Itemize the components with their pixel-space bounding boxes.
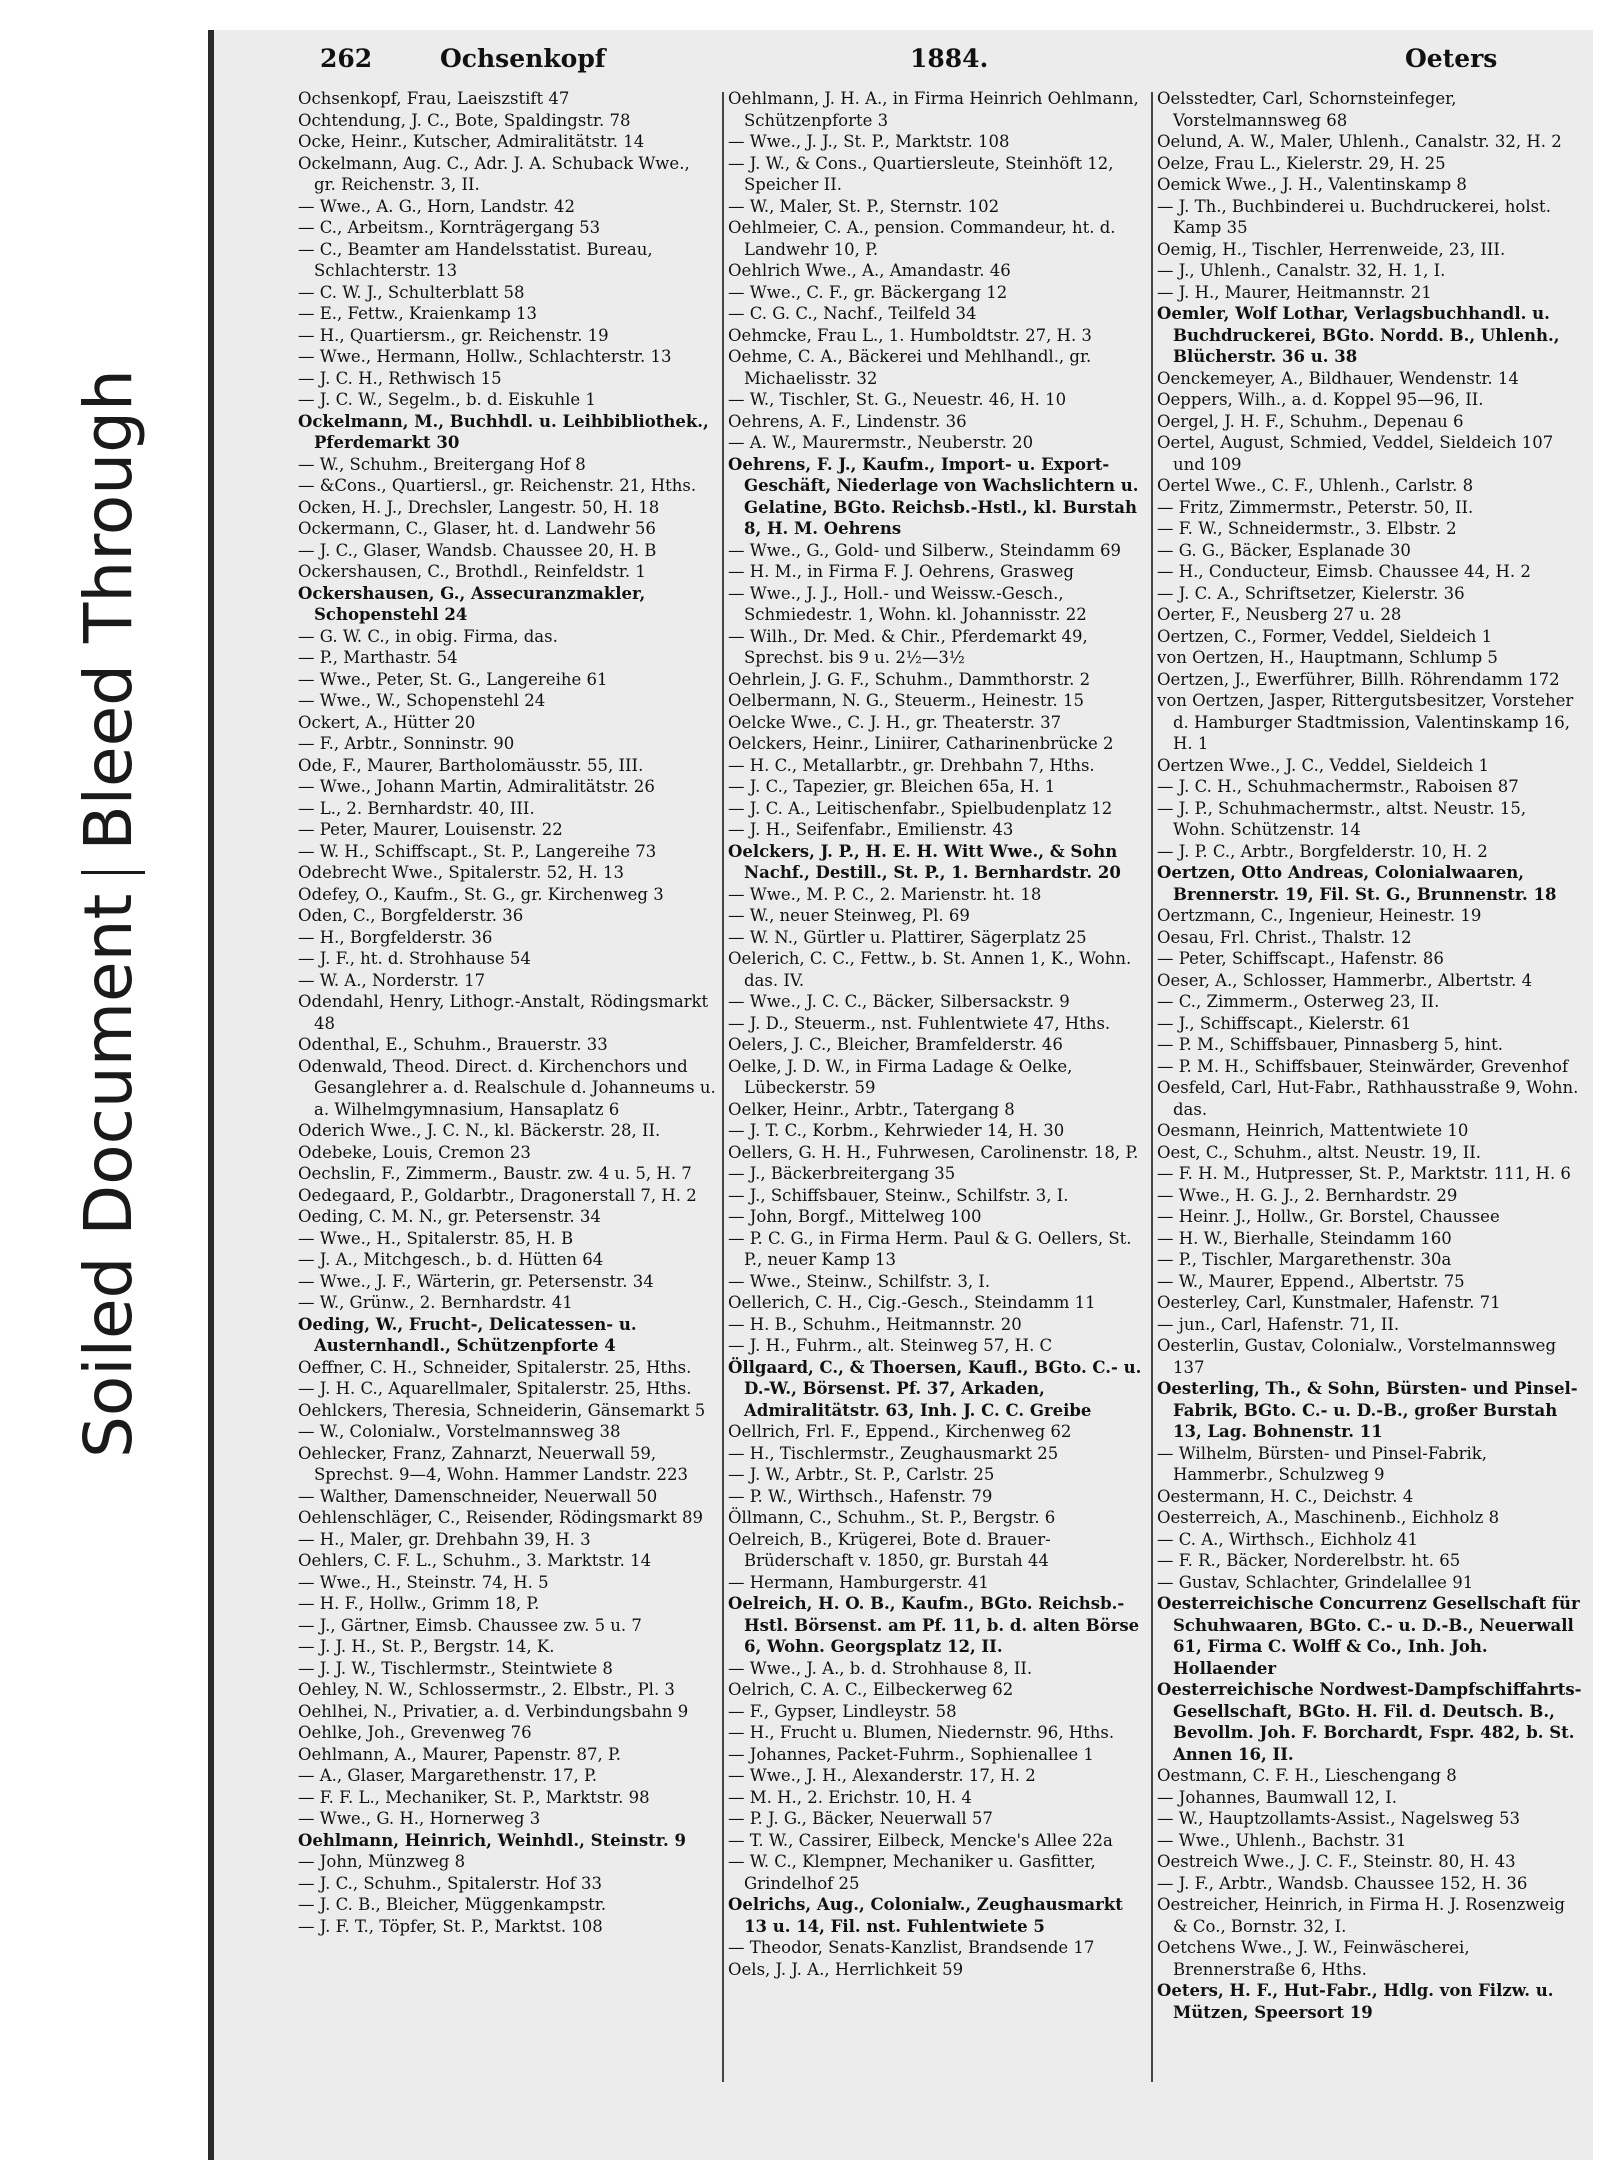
- page-number: 262: [320, 44, 373, 73]
- directory-entry: — Wwe., Steinw., Schilfstr. 3, I.: [728, 1271, 991, 1291]
- directory-entry: Oerter, F., Neusberg 27 u. 28: [1157, 605, 1402, 624]
- directory-entry: — Theodor, Senats-Kanzlist, Brandsende 17: [728, 1938, 1095, 1957]
- directory-entry: — W., Hauptzollamts-Assist., Nagelsweg 53: [1157, 1809, 1520, 1828]
- directory-entry: Oetchens Wwe., J. W., Feinwäscherei, Brennerstraße 6, Hths.: [1157, 1938, 1470, 1979]
- directory-entry: — J. T. C., Korbm., Kehrwieder 14, H. 30: [728, 1121, 1065, 1140]
- directory-entry: Oehrens, A. F., Lindenstr. 36: [728, 411, 967, 431]
- directory-entry: — Wwe., J. J., St. P., Marktstr. 108: [728, 132, 1010, 151]
- directory-entry: Öllgaard, C., & Thoersen, Kaufl., BGto. C.- u. D.-W., Börsenst. Pf. 37, Arkaden, Admiralitätstr. 63, Inh. J. C. C. Greibe: [728, 1357, 1142, 1420]
- directory-entry: — Wwe., Johann Martin, Admiralitätstr. 26: [298, 777, 655, 796]
- directory-entry: Oestreicher, Heinrich, in Firma H. J. Rosenzweig & Co., Bornstr. 32, I.: [1157, 1895, 1565, 1936]
- directory-entry: Oertzen Wwe., J. C., Veddel, Sieldeich 1: [1157, 755, 1489, 775]
- directory-entry: — F., Arbtr., Sonninstr. 90: [298, 734, 515, 753]
- directory-entry: Oesterreichische Concurrenz Gesellschaft für Schuhwaaren, BGto. C.- u. D.-B., Neuerwall 61, Firma C. Wolff & Co., Inh. Joh. Hollaender: [1157, 1594, 1580, 1678]
- directory-entry: Oehlmeier, C. A., pension. Commandeur, ht. d. Landwehr 10, P.: [728, 218, 1116, 259]
- directory-entry: — J., Gärtner, Eimsb. Chaussee zw. 5 u. 7: [298, 1615, 642, 1635]
- directory-entry: — H., Conducteur, Eimsb. Chaussee 44, H. 2: [1157, 562, 1531, 581]
- directory-entry: — J. C. H., Schuhmachermstr., Raboisen 87: [1157, 777, 1519, 796]
- directory-entry: — H., Frucht u. Blumen, Niedernstr. 96, Hths.: [728, 1723, 1115, 1742]
- directory-entry: — J., Uhlenh., Canalstr. 32, H. 1, I.: [1157, 261, 1446, 280]
- directory-entry: Oertel, August, Schmied, Veddel, Sieldeich 107 und 109: [1157, 433, 1554, 474]
- directory-entry: Ockelmann, Aug. C., Adr. J. A. Schuback Wwe., gr. Reichenstr. 3, II.: [298, 153, 690, 194]
- directory-entry: — P. M. H., Schiffsbauer, Steinwärder, Grevenhof: [1157, 1056, 1569, 1076]
- directory-entry: Ockelmann, M., Buchhdl. u. Leihbibliothek., Pferdemarkt 30: [298, 411, 709, 452]
- soiled-document-label: Soiled Document: [70, 893, 147, 1458]
- directory-entry: — jun., Carl, Hafenstr. 71, II.: [1157, 1314, 1400, 1334]
- directory-entry: — W., Maurer, Eppend., Albertstr. 75: [1157, 1271, 1465, 1291]
- directory-entry: — Wwe., H., Spitalerstr. 85, H. B: [298, 1228, 574, 1248]
- directory-entry: Oehrens, F. J., Kaufm., Import- u. Export-Geschäft, Niederlage von Wachslichtern u. Gelatine, BGto. Reichsb.-Hstl., kl. Burstah 8, H. M. Oehrens: [728, 454, 1139, 538]
- directory-entry: Ochtendung, J. C., Bote, Spaldingstr. 78: [298, 110, 631, 130]
- directory-entry: Oehlmann, A., Maurer, Papenstr. 87, P.: [298, 1744, 621, 1764]
- directory-entry: — J. C., Glaser, Wandsb. Chaussee 20, H. B: [298, 540, 657, 560]
- directory-entry: Oeppers, Wilh., a. d. Koppel 95—96, II.: [1157, 390, 1484, 409]
- directory-entry: Oehlckers, Theresia, Schneiderin, Gänsemarkt 5: [298, 1400, 706, 1420]
- directory-entry: — W., Grünw., 2. Bernhardstr. 41: [298, 1293, 573, 1312]
- directory-entry: Ocke, Heinr., Kutscher, Admiralitätstr. 14: [298, 132, 645, 151]
- directory-entry: — J. H. C., Aquarellmaler, Spitalerstr. 25, Hths.: [298, 1379, 692, 1398]
- directory-entry: — Wilh., Dr. Med. & Chir., Pferdemarkt 49, Sprechst. bis 9 u. 2½—3½: [728, 626, 1088, 667]
- directory-entry: — J. W., Arbtr., St. P., Carlstr. 25: [728, 1465, 995, 1484]
- directory-entry: Oechslin, F., Zimmerm., Baustr. zw. 4 u. 5, H. 7: [298, 1164, 692, 1183]
- directory-entry: — Wwe., Peter, St. G., Langereihe 61: [298, 669, 608, 689]
- directory-entry: Oelerich, C. C., Fettw., b. St. Annen 1, K., Wohn. das. IV.: [728, 949, 1132, 990]
- directory-entry: — H., Maler, gr. Drehbahn 39, H. 3: [298, 1529, 591, 1549]
- directory-entry: — C., Beamter am Handelsstatist. Bureau, Schlachterstr. 13: [298, 239, 653, 280]
- directory-entry: — J. C. H., Rethwisch 15: [298, 368, 502, 388]
- directory-entry: Odendahl, Henry, Lithogr.-Anstalt, Rödingsmarkt 48: [298, 992, 709, 1033]
- directory-entry: Oelreich, H. O. B., Kaufm., BGto. Reichsb.-Hstl. Börsenst. am Pf. 11, b. d. alten Börse 6, Wohn. Georgsplatz 12, II.: [728, 1594, 1140, 1656]
- directory-entry: Ockert, A., Hütter 20: [298, 712, 476, 732]
- directory-entry: Oderich Wwe., J. C. N., kl. Bäckerstr. 28, II.: [298, 1121, 661, 1140]
- directory-entry: — A., Glaser, Margarethenstr. 17, P.: [298, 1766, 597, 1785]
- directory-entry: Oergel, J. H. F., Schuhm., Depenau 6: [1157, 411, 1464, 431]
- directory-entry: — Hermann, Hamburgerstr. 41: [728, 1572, 989, 1592]
- directory-entry: Ockermann, C., Glaser, ht. d. Landwehr 56: [298, 519, 656, 538]
- directory-entry: von Oertzen, H., Hauptmann, Schlump 5: [1157, 648, 1498, 667]
- directory-entry: — J. C., Schuhm., Spitalerstr. Hof 33: [298, 1873, 603, 1893]
- directory-entry: — G. W. C., in obig. Firma, das.: [298, 626, 558, 646]
- directory-entry: Oehlenschläger, C., Reisender, Rödingsmarkt 89: [298, 1508, 704, 1527]
- condition-label: [70, 369, 147, 1458]
- directory-column-3: [1157, 88, 1582, 2088]
- directory-entry: Oehlecker, Franz, Zahnarzt, Neuerwall 59, Sprechst. 9—4, Wohn. Hammer Landstr. 223: [298, 1443, 689, 1484]
- directory-entry: Oehlrich Wwe., A., Amandastr. 46: [728, 261, 1011, 280]
- directory-entry: — H. B., Schuhm., Heitmannstr. 20: [728, 1314, 1022, 1334]
- directory-entry: Oemler, Wolf Lothar, Verlagsbuchhandl. u. Buchdruckerei, BGto. Nordd. B., Uhlenh., Blücherstr. 36 u. 38: [1157, 304, 1560, 366]
- directory-entry: Oelrichs, Aug., Colonialw., Zeughausmarkt 13 u. 14, Fil. nst. Fuhlentwiete 5: [728, 1895, 1123, 1936]
- directory-entry: — Johannes, Baumwall 12, I.: [1157, 1787, 1397, 1807]
- directory-entry: — J. F., Arbtr., Wandsb. Chaussee 152, H. 36: [1157, 1873, 1528, 1893]
- directory-entry: — Wwe., C. F., gr. Bäckergang 12: [728, 282, 1008, 302]
- header-year: 1884.: [910, 44, 989, 73]
- directory-entry: — Johannes, Packet-Fuhrm., Sophienallee 1: [728, 1744, 1094, 1764]
- directory-entry: — Wwe., J. C. C., Bäcker, Silbersackstr. 9: [728, 992, 1070, 1011]
- directory-entry: — T. W., Cassirer, Eilbeck, Mencke's Allee 22a: [728, 1830, 1113, 1850]
- directory-entry: — J. H., Maurer, Heitmannstr. 21: [1157, 282, 1432, 302]
- directory-entry: Oestermann, H. C., Deichstr. 4: [1157, 1486, 1414, 1506]
- directory-entry: — J., Bäckerbreitergang 35: [728, 1164, 956, 1183]
- directory-entry: — Wwe., W., Schopenstehl 24: [298, 691, 546, 710]
- directory-entry: — Wwe., G., Gold- und Silberw., Steindamm 69: [728, 540, 1121, 560]
- directory-entry: Oenckemeyer, A., Bildhauer, Wendenstr. 14: [1157, 368, 1519, 388]
- directory-entry: — W., Maler, St. P., Sternstr. 102: [728, 196, 1000, 216]
- directory-entry: — Wwe., J. A., b. d. Strohhause 8, II.: [728, 1658, 1033, 1678]
- directory-entry: Oehlmann, J. H. A., in Firma Heinrich Oehlmann, Schützenpforte 3: [728, 89, 1139, 130]
- directory-entry: Oertzmann, C., Ingenieur, Heinestr. 19: [1157, 906, 1482, 925]
- directory-entry: Oeser, A., Schlosser, Hammerbr., Albertstr. 4: [1157, 970, 1533, 990]
- directory-entry: Oedegaard, P., Goldarbtr., Dragonerstall 7, H. 2: [298, 1185, 697, 1205]
- directory-entry: Oellers, G. H. H., Fuhrwesen, Carolinenstr. 18, P.: [728, 1142, 1139, 1162]
- directory-entry: Oelke, J. D. W., in Firma Ladage & Oelke, Lübeckerstr. 59: [728, 1056, 1073, 1097]
- directory-entry: Oehlhei, N., Privatier, a. d. Verbindungsbahn 9: [298, 1701, 689, 1721]
- directory-entry: Oels, J. J. A., Herrlichkeit 59: [728, 1959, 964, 1979]
- directory-entry: Oesmann, Heinrich, Mattentwiete 10: [1157, 1121, 1469, 1140]
- directory-entry: — H. M., in Firma F. J. Oehrens, Grasweg: [728, 562, 1074, 581]
- directory-entry: Oest, C., Schuhm., altst. Neustr. 19, II.: [1157, 1142, 1482, 1162]
- directory-entry: — P., Marthastr. 54: [298, 648, 458, 667]
- directory-entry: — Wwe., A. G., Horn, Landstr. 42: [298, 196, 576, 216]
- directory-entry: — H., Tischlermstr., Zeughausmarkt 25: [728, 1443, 1059, 1463]
- directory-entry: Oelund, A. W., Maler, Uhlenh., Canalstr. 32, H. 2: [1157, 132, 1562, 151]
- directory-entry: — A. W., Maurermstr., Neuberstr. 20: [728, 433, 1034, 452]
- directory-entry: Oeffner, C. H., Schneider, Spitalerstr. 25, Hths.: [298, 1357, 692, 1377]
- directory-entry: Oemick Wwe., J. H., Valentinskamp 8: [1157, 175, 1467, 194]
- directory-entry: Oesterley, Carl, Kunstmaler, Hafenstr. 71: [1157, 1293, 1501, 1312]
- directory-entry: — Wilhelm, Bürsten- und Pinsel-Fabrik, Hammerbr., Schulzweg 9: [1157, 1443, 1488, 1484]
- directory-entry: — J. F., ht. d. Strohhause 54: [298, 949, 531, 968]
- directory-entry: — J. J. H., St. P., Bergstr. 14, K.: [298, 1637, 555, 1656]
- directory-entry: — H., Borgfelderstr. 36: [298, 927, 493, 947]
- directory-entry: — M. H., 2. Erichstr. 10, H. 4: [728, 1787, 972, 1807]
- directory-entry: — J. A., Mitchgesch., b. d. Hütten 64: [298, 1250, 604, 1269]
- directory-entry: — F., Gypser, Lindleystr. 58: [728, 1701, 957, 1721]
- directory-entry: — Walther, Damenschneider, Neuerwall 50: [298, 1486, 658, 1506]
- directory-entry: — C., Arbeitsm., Kornträgergang 53: [298, 218, 601, 237]
- directory-entry: — Wwe., H., Steinstr. 74, H. 5: [298, 1572, 549, 1592]
- directory-entry: — P., Tischler, Margarethenstr. 30a: [1157, 1250, 1452, 1269]
- directory-entry: Ocken, H. J., Drechsler, Langestr. 50, H. 18: [298, 497, 660, 517]
- directory-entry: Ode, F., Maurer, Bartholomäusstr. 55, III.: [298, 755, 644, 775]
- directory-entry: — J. Th., Buchbinderei u. Buchdruckerei, holst. Kamp 35: [1157, 196, 1551, 237]
- directory-entry: Ochsenkopf, Frau, Laeiszstift 47: [298, 89, 570, 108]
- directory-entry: — Wwe., Uhlenh., Bachstr. 31: [1157, 1830, 1407, 1850]
- directory-entry: Oertzen, Otto Andreas, Colonialwaaren, Brennerstr. 19, Fil. St. G., Brunnenstr. 18: [1157, 863, 1557, 904]
- directory-entry: — J. J. W., Tischlermstr., Steintwiete 8: [298, 1658, 613, 1678]
- directory-entry: Oden, C., Borgfelderstr. 36: [298, 906, 524, 925]
- header-right-word: Oeters: [1405, 44, 1498, 73]
- directory-entry: — L., 2. Bernhardstr. 40, III.: [298, 798, 535, 818]
- directory-entry: Odenthal, E., Schuhm., Brauerstr. 33: [298, 1035, 608, 1054]
- directory-entry: — P. J. G., Bäcker, Neuerwall 57: [728, 1809, 993, 1828]
- directory-entry: — P. W., Wirthsch., Hafenstr. 79: [728, 1486, 993, 1506]
- directory-entry: Oehlke, Joh., Grevenweg 76: [298, 1723, 532, 1742]
- directory-entry: Oertzen, J., Ewerführer, Billh. Röhrendamm 172: [1157, 669, 1560, 689]
- directory-entry: — J. P. C., Arbtr., Borgfelderstr. 10, H. 2: [1157, 841, 1488, 861]
- page-header: [220, 44, 1580, 84]
- directory-entry: — H. W., Bierhalle, Steindamm 160: [1157, 1228, 1452, 1248]
- directory-entry: — &Cons., Quartiersl., gr. Reichenstr. 21, Hths.: [298, 476, 697, 495]
- directory-entry: Oelckers, J. P., H. E. H. Witt Wwe., & Sohn Nachf., Destill., St. P., 1. Bernhardstr. 20: [728, 841, 1121, 882]
- column-rule: [722, 92, 724, 2082]
- directory-entry: — W. A., Norderstr. 17: [298, 970, 486, 990]
- directory-entry: — J. F. T., Töpfer, St. P., Marktst. 108: [298, 1916, 603, 1936]
- directory-entry: — J. H., Seifenfabr., Emilienstr. 43: [728, 820, 1014, 839]
- directory-entry: Oehme, C. A., Bäckerei und Mehlhandl., gr. Michaelisstr. 32: [728, 347, 1092, 388]
- directory-entry: — Peter, Maurer, Louisenstr. 22: [298, 820, 563, 839]
- directory-entry: Oeding, C. M. N., gr. Petersenstr. 34: [298, 1207, 601, 1226]
- directory-entry: Oehlmann, Heinrich, Weinhdl., Steinstr. 9: [298, 1830, 686, 1850]
- directory-entry: — Fritz, Zimmermstr., Peterstr. 50, II.: [1157, 497, 1474, 517]
- directory-entry: Oertel Wwe., C. F., Uhlenh., Carlstr. 8: [1157, 476, 1474, 495]
- directory-entry: — Wwe., G. H., Hornerweg 3: [298, 1809, 541, 1828]
- directory-entry: Oesfeld, Carl, Hut-Fabr., Rathhausstraße 9, Wohn. das.: [1157, 1078, 1579, 1119]
- directory-entry: — C. G. C., Nachf., Teilfeld 34: [728, 304, 977, 323]
- directory-entry: — F. W., Schneidermstr., 3. Elbstr. 2: [1157, 519, 1457, 538]
- directory-entry: Oellerich, C. H., Cig.-Gesch., Steindamm 11: [728, 1293, 1096, 1312]
- directory-entry: — J., Schiffsbauer, Steinw., Schilfstr. 3, I.: [728, 1185, 1069, 1205]
- directory-entry: Oelrich, C. A. C., Eilbeckerweg 62: [728, 1680, 1014, 1699]
- directory-entry: — F. H. M., Hutpresser, St. P., Marktstr. 111, H. 6: [1157, 1164, 1571, 1183]
- directory-entry: Oelze, Frau L., Kielerstr. 29, H. 25: [1157, 153, 1446, 173]
- directory-entry: Odebeke, Louis, Cremon 23: [298, 1142, 531, 1162]
- directory-entry: — Wwe., Hermann, Hollw., Schlachterstr. 13: [298, 347, 672, 366]
- directory-column-2: [728, 88, 1146, 2088]
- directory-entry: Oesterreich, A., Maschinenb., Eichholz 8: [1157, 1508, 1500, 1527]
- directory-entry: Oelers, J. C., Bleicher, Bramfelderstr. 46: [728, 1035, 1063, 1054]
- directory-entry: — C. A., Wirthsch., Eichholz 41: [1157, 1529, 1419, 1549]
- directory-entry: — H. F., Hollw., Grimm 18, P.: [298, 1594, 540, 1613]
- directory-entry: Oeding, W., Frucht-, Delicatessen- u. Austernhandl., Schützenpforte 4: [298, 1314, 637, 1355]
- directory-entry: — Wwe., J. F., Wärterin, gr. Petersenstr. 34: [298, 1271, 654, 1291]
- directory-entry: Oeters, H. F., Hut-Fabr., Hdlg. von Filzw. u. Mützen, Speersort 19: [1157, 1981, 1554, 2022]
- header-left-word: Ochsenkopf: [440, 44, 606, 73]
- directory-entry: — G. G., Bäcker, Esplanade 30: [1157, 540, 1411, 560]
- directory-entry: — F. R., Bäcker, Norderelbstr. ht. 65: [1157, 1551, 1461, 1570]
- directory-entry: von Oertzen, Jasper, Rittergutsbesitzer, Vorsteher d. Hamburger Stadtmission, Valentinskamp 16, H. 1: [1157, 691, 1574, 753]
- directory-entry: Oestmann, C. F. H., Lieschengang 8: [1157, 1766, 1457, 1785]
- directory-entry: — H. C., Metallarbtr., gr. Drehbahn 7, Hths.: [728, 755, 1095, 775]
- directory-entry: Oelckers, Heinr., Liniirer, Catharinenbrücke 2: [728, 734, 1114, 753]
- directory-entry: — J., Schiffscapt., Kielerstr. 61: [1157, 1013, 1412, 1033]
- directory-entry: — C., Zimmerm., Osterweg 23, II.: [1157, 992, 1440, 1011]
- directory-entry: Oelbermann, N. G., Steuerm., Heinestr. 15: [728, 691, 1085, 710]
- directory-entry: — E., Fettw., Kraienkamp 13: [298, 304, 538, 323]
- directory-entry: — W., Colonialw., Vorstelmannsweg 38: [298, 1422, 621, 1441]
- directory-entry: — J. H., Fuhrm., alt. Steinweg 57, H. C: [728, 1336, 1053, 1355]
- directory-entry: Oemig, H., Tischler, Herrenweide, 23, III.: [1157, 239, 1506, 259]
- directory-entry: Oelsstedter, Carl, Schornsteinfeger, Vorstelmannsweg 68: [1157, 89, 1457, 130]
- sidebar-strip: [0, 0, 200, 2177]
- label-separator: [81, 871, 145, 874]
- directory-entry: Ockershausen, G., Assecuranzmakler, Schopenstehl 24: [298, 583, 646, 624]
- directory-entry: — W. H., Schiffscapt., St. P., Langereihe 73: [298, 841, 657, 861]
- directory-entry: — W., Tischler, St. G., Neuestr. 46, H. 10: [728, 390, 1067, 409]
- directory-entry: — J. C. A., Leitischenfabr., Spielbudenplatz 12: [728, 798, 1113, 818]
- directory-entry: Odenwald, Theod. Direct. d. Kirchenchors und Gesanglehrer a. d. Realschule d. Johanneums u. a. Wilhelmgymnasium, Hansaplatz 6: [298, 1056, 716, 1119]
- directory-entry: Oesterling, Th., & Sohn, Bürsten- und Pinsel-Fabrik, BGto. C.- u. D.-B., großer Burstah 13, Lag. Bohnenstr. 11: [1157, 1379, 1578, 1441]
- directory-column-1: [298, 88, 716, 2088]
- directory-entry: Oehmcke, Frau L., 1. Humboldtstr. 27, H. 3: [728, 325, 1092, 345]
- directory-entry: Oesterlin, Gustav, Colonialw., Vorstelmannsweg 137: [1157, 1336, 1557, 1377]
- directory-entry: Oelcke Wwe., C. J. H., gr. Theaterstr. 37: [728, 712, 1062, 732]
- directory-entry: — J. C. W., Segelm., b. d. Eiskuhle 1: [298, 390, 596, 409]
- directory-entry: Oehrlein, J. G. F., Schuhm., Dammthorstr. 2: [728, 669, 1091, 689]
- directory-entry: — J. P., Schuhmachermstr., altst. Neustr. 15, Wohn. Schützenstr. 14: [1157, 798, 1527, 839]
- directory-entry: — W., neuer Steinweg, Pl. 69: [728, 906, 970, 925]
- directory-entry: — W. C., Klempner, Mechaniker u. Gasfitter, Grindelhof 25: [728, 1852, 1096, 1893]
- directory-entry: Oelker, Heinr., Arbtr., Tatergang 8: [728, 1099, 1015, 1119]
- directory-entry: — P. M., Schiffsbauer, Pinnasberg 5, hint.: [1157, 1035, 1503, 1054]
- directory-entry: Oellrich, Frl. F., Eppend., Kirchenweg 62: [728, 1422, 1072, 1441]
- directory-entry: — Wwe., J. J., Holl.- und Weissw.-Gesch., Schmiedestr. 1, Wohn. kl. Johannisstr. 22: [728, 583, 1087, 624]
- directory-entry: Oesau, Frl. Christ., Thalstr. 12: [1157, 927, 1412, 947]
- directory-entry: — J. C. B., Bleicher, Müggenkampstr.: [298, 1895, 607, 1914]
- directory-entry: — Gustav, Schlachter, Grindelallee 91: [1157, 1572, 1474, 1592]
- directory-entry: Oelreich, B., Krügerei, Bote d. Brauer-Brüderschaft v. 1850, gr. Burstah 44: [728, 1529, 1051, 1570]
- directory-entry: — Peter, Schiffscapt., Hafenstr. 86: [1157, 949, 1444, 968]
- directory-entry: Oestreich Wwe., J. C. F., Steinstr. 80, H. 43: [1157, 1852, 1516, 1871]
- directory-entry: — W., Schuhm., Breitergang Hof 8: [298, 454, 586, 474]
- directory-entry: — J. W., & Cons., Quartiersleute, Steinhöft 12, Speicher II.: [728, 153, 1114, 194]
- directory-entry: — Heinr. J., Hollw., Gr. Borstel, Chaussee: [1157, 1207, 1500, 1226]
- directory-entry: Öllmann, C., Schuhm., St. P., Bergstr. 6: [728, 1508, 1056, 1527]
- directory-entry: Oehlers, C. F. L., Schuhm., 3. Marktstr. 14: [298, 1551, 652, 1570]
- directory-entry: — P. C. G., in Firma Herm. Paul & G. Oellers, St. P., neuer Kamp 13: [728, 1228, 1132, 1269]
- directory-entry: — C. W. J., Schulterblatt 58: [298, 282, 525, 302]
- directory-entry: — John, Borgf., Mittelweg 100: [728, 1207, 982, 1226]
- directory-entry: — F. F. L., Mechaniker, St. P., Marktstr. 98: [298, 1787, 650, 1807]
- directory-entry: — J. D., Steuerm., nst. Fuhlentwiete 47, Hths.: [728, 1013, 1111, 1033]
- directory-entry: — John, Münzweg 8: [298, 1852, 466, 1871]
- directory-entry: Oertzen, C., Former, Veddel, Sieldeich 1: [1157, 626, 1493, 646]
- directory-entry: — Wwe., H. G. J., 2. Bernhardstr. 29: [1157, 1185, 1458, 1205]
- bleed-through-label: Bleed Through: [70, 369, 147, 851]
- directory-entry: Oehley, N. W., Schlossermstr., 2. Elbstr., Pl. 3: [298, 1680, 675, 1699]
- directory-entry: — Wwe., J. H., Alexanderstr. 17, H. 2: [728, 1766, 1036, 1785]
- directory-entry: Odefey, O., Kaufm., St. G., gr. Kirchenweg 3: [298, 884, 664, 904]
- directory-entry: Ockershausen, C., Brothdl., Reinfeldstr. 1: [298, 562, 646, 581]
- directory-entry: Odebrecht Wwe., Spitalerstr. 52, H. 13: [298, 863, 624, 882]
- directory-entry: — Wwe., M. P. C., 2. Marienstr. ht. 18: [728, 884, 1042, 904]
- directory-entry: — J. C. A., Schriftsetzer, Kielerstr. 36: [1157, 583, 1465, 603]
- directory-entry: — W. N., Gürtler u. Plattirer, Sägerplatz 25: [728, 927, 1087, 947]
- directory-entry: — J. C., Tapezier, gr. Bleichen 65a, H. 1: [728, 777, 1056, 796]
- column-rule: [1151, 92, 1153, 2082]
- directory-entry: Oesterreichische Nordwest-Dampfschiffahrts-Gesellschaft, BGto. H. Fil. d. Deutsch. B., Bevollm. Joh. F. Borchardt, Fspr. 482, b. St. Annen 16, II.: [1157, 1680, 1582, 1764]
- directory-entry: — H., Quartiersm., gr. Reichenstr. 19: [298, 325, 609, 345]
